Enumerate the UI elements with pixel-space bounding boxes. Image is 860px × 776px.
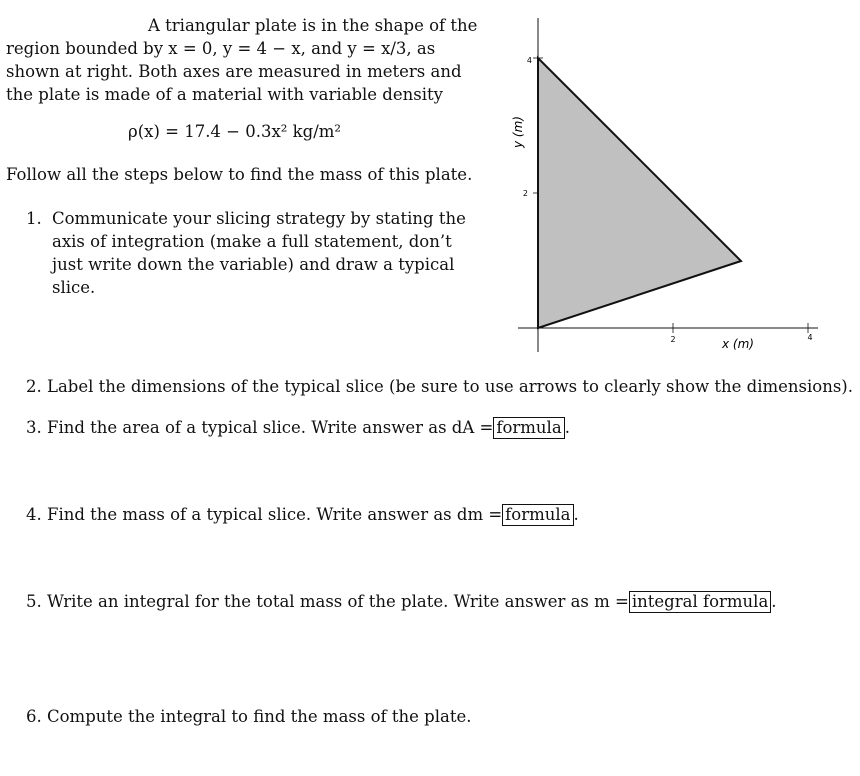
step-number: 3.	[26, 418, 42, 437]
step-number: 5.	[26, 592, 42, 611]
step-5: 5. Write an integral for the total mass of the plate. Write answer as m = integral formula .	[26, 592, 777, 611]
step-text: Write an integral for the total mass of the plate. Write answer as m =	[47, 592, 629, 611]
x-axis-label: x (m)	[722, 337, 754, 351]
step-2	[26, 377, 853, 396]
x-tick-label-2: 2	[670, 335, 676, 344]
region-graph	[500, 14, 830, 359]
intro-text: A triangular plate is in the shape of the region bounded by x = 0, y = 4 − x, and y = x/3, as shown at right. Both axes are measured in meters and the plate is made of a material with variable density	[6, 16, 478, 104]
step-4: 4. Find the mass of a typical slice. Write answer as dm = formula .	[26, 505, 579, 524]
answer-box-dA[interactable]: formula	[493, 417, 564, 439]
density-formula: ρ(x) = 17.4 − 0.3x² kg/m²	[128, 122, 342, 141]
triangle-region	[538, 58, 741, 328]
follow-instruction: Follow all the steps below to find the mass of this plate.	[6, 165, 473, 184]
step-text: Label the dimensions of the typical slice (be sure to use arrows to clearly show the dimensions).	[47, 377, 853, 396]
step-6	[26, 707, 471, 726]
step-text: Compute the integral to find the mass of the plate.	[47, 707, 472, 726]
step-3: 3. Find the area of a typical slice. Write answer as dA = formula .	[26, 418, 570, 437]
step-number: 2.	[26, 377, 42, 396]
answer-box-integral[interactable]: integral formula	[629, 591, 771, 613]
y-tick-label-4: 4	[526, 56, 532, 65]
step-number: 6.	[26, 707, 42, 726]
y-tick-label-2: 2	[522, 189, 528, 198]
x-tick-label-4: 4	[807, 333, 813, 342]
step-number: 4.	[26, 505, 42, 524]
step-number: 1.	[26, 209, 42, 228]
step-text: Communicate your slicing strategy by stating the axis of integration (make a full statement, don’t just write down the variable) and draw a typical slice.	[52, 209, 466, 297]
step-1	[26, 207, 486, 299]
y-axis-label: y (m)	[511, 116, 525, 148]
step-text: Find the mass of a typical slice. Write answer as dm =	[47, 505, 503, 524]
intro-paragraph	[6, 14, 484, 106]
answer-box-dm[interactable]: formula	[502, 504, 573, 526]
step-text: Find the area of a typical slice. Write answer as dA =	[47, 418, 494, 437]
